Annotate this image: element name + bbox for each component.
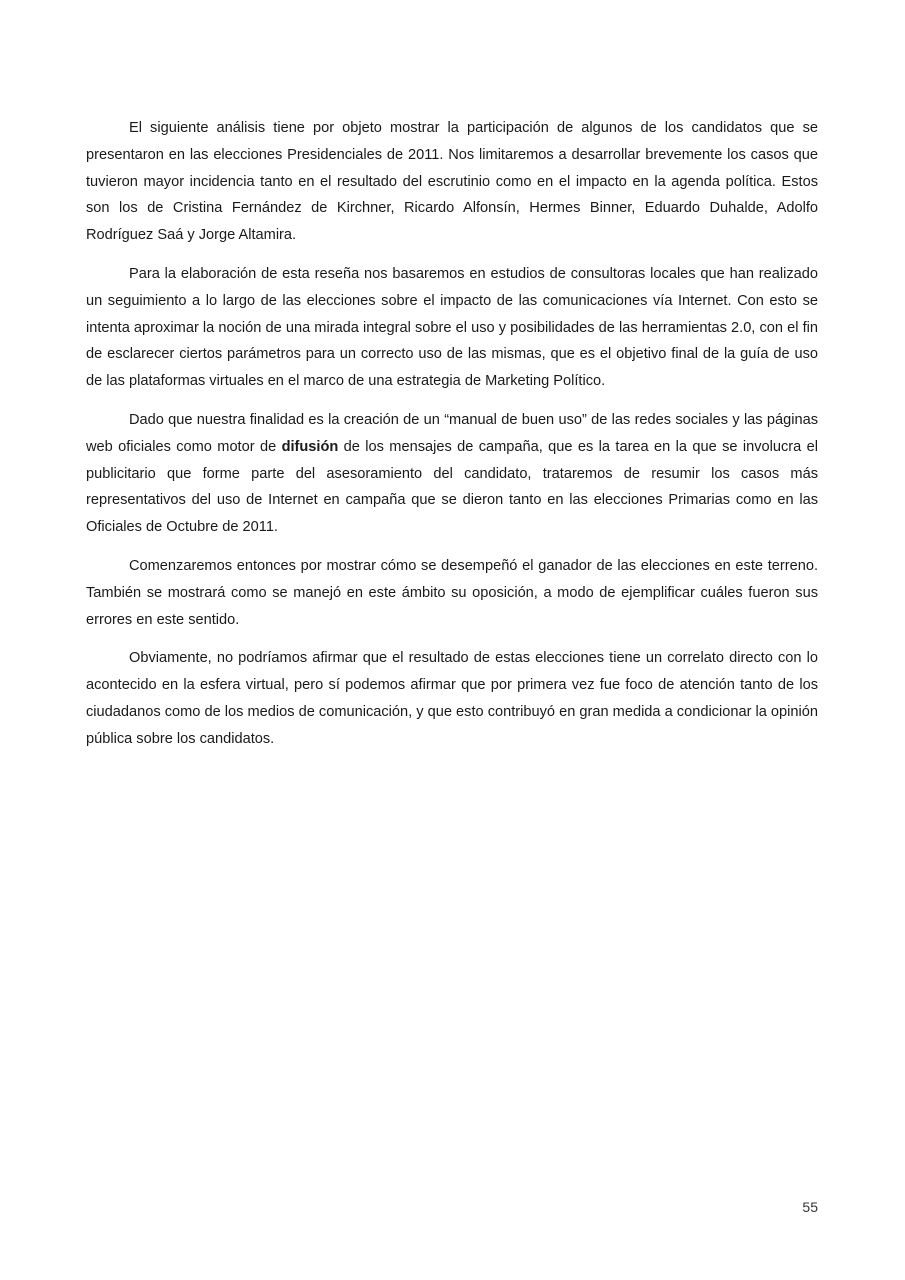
paragraph-5: Obviamente, no podríamos afirmar que el resultado de estas elecciones tiene un correlato directo con lo acontecido en la esfera virtual, pero sí podemos afirmar que por primera vez fue foco de atención tanto de los ciudadanos como de los medios de comunicación, y que esto contribuyó en gran medida a condicionar la opinión pública sobre los candidatos.: [86, 650, 818, 747]
paragraph-3: [86, 407, 818, 541]
paragraph-2: Para la elaboración de esta reseña nos basaremos en estudios de consultoras locales que han realizado un seguimiento a lo largo de las elecciones sobre el impacto de las comunicaciones vía Internet. Con esto se intenta aproximar la noción de una mirada integral sobre el uso y posibilidades de las herramientas 2.0, con el fin de esclarecer ciertos parámetros para un correcto uso de las mismas, que es el objetivo final de la guía de uso de las plataformas virtuales en el marco de una estrategia de Marketing Político.: [86, 265, 818, 390]
paragraph-3-text-after: de los mensajes de campaña, que es la tarea en la que se involucra el publicitario que forme parte del asesoramiento del candidato, trataremos de resumir los casos más representativos del uso de Internet en campaña que se dieron tanto en las elecciones Primarias como en las Oficiales de Octubre de 2011.: [86, 438, 818, 536]
page-number: 55: [802, 1199, 818, 1215]
paragraph-4: Comenzaremos entonces por mostrar cómo se desempeñó el ganador de las elecciones en este terreno. También se mostrará como se manejó en este ámbito su oposición, a modo de ejemplificar cuáles fueron sus errores en este sentido.: [86, 557, 818, 628]
bold-term-difusion: difusión: [281, 438, 339, 455]
paragraph-3-text-before: Dado que nuestra finalidad es la creación de un “manual de buen uso” de las redes sociales y las páginas web oficiales como motor de: [86, 411, 818, 455]
document-page: [86, 115, 818, 765]
paragraph-1: El siguiente análisis tiene por objeto mostrar la participación de algunos de los candidatos que se presentaron en las elecciones Presidenciales de 2011. Nos limitaremos a desarrollar brevemente los casos que tuvieron mayor incidencia tanto en el resultado del escrutinio como en el impacto en la agenda política. Estos son los de Cristina Fernández de Kirchner, Ricardo Alfonsín, Hermes Binner, Eduardo Duhalde, Adolfo Rodríguez Saá y Jorge Altamira.: [86, 120, 818, 244]
